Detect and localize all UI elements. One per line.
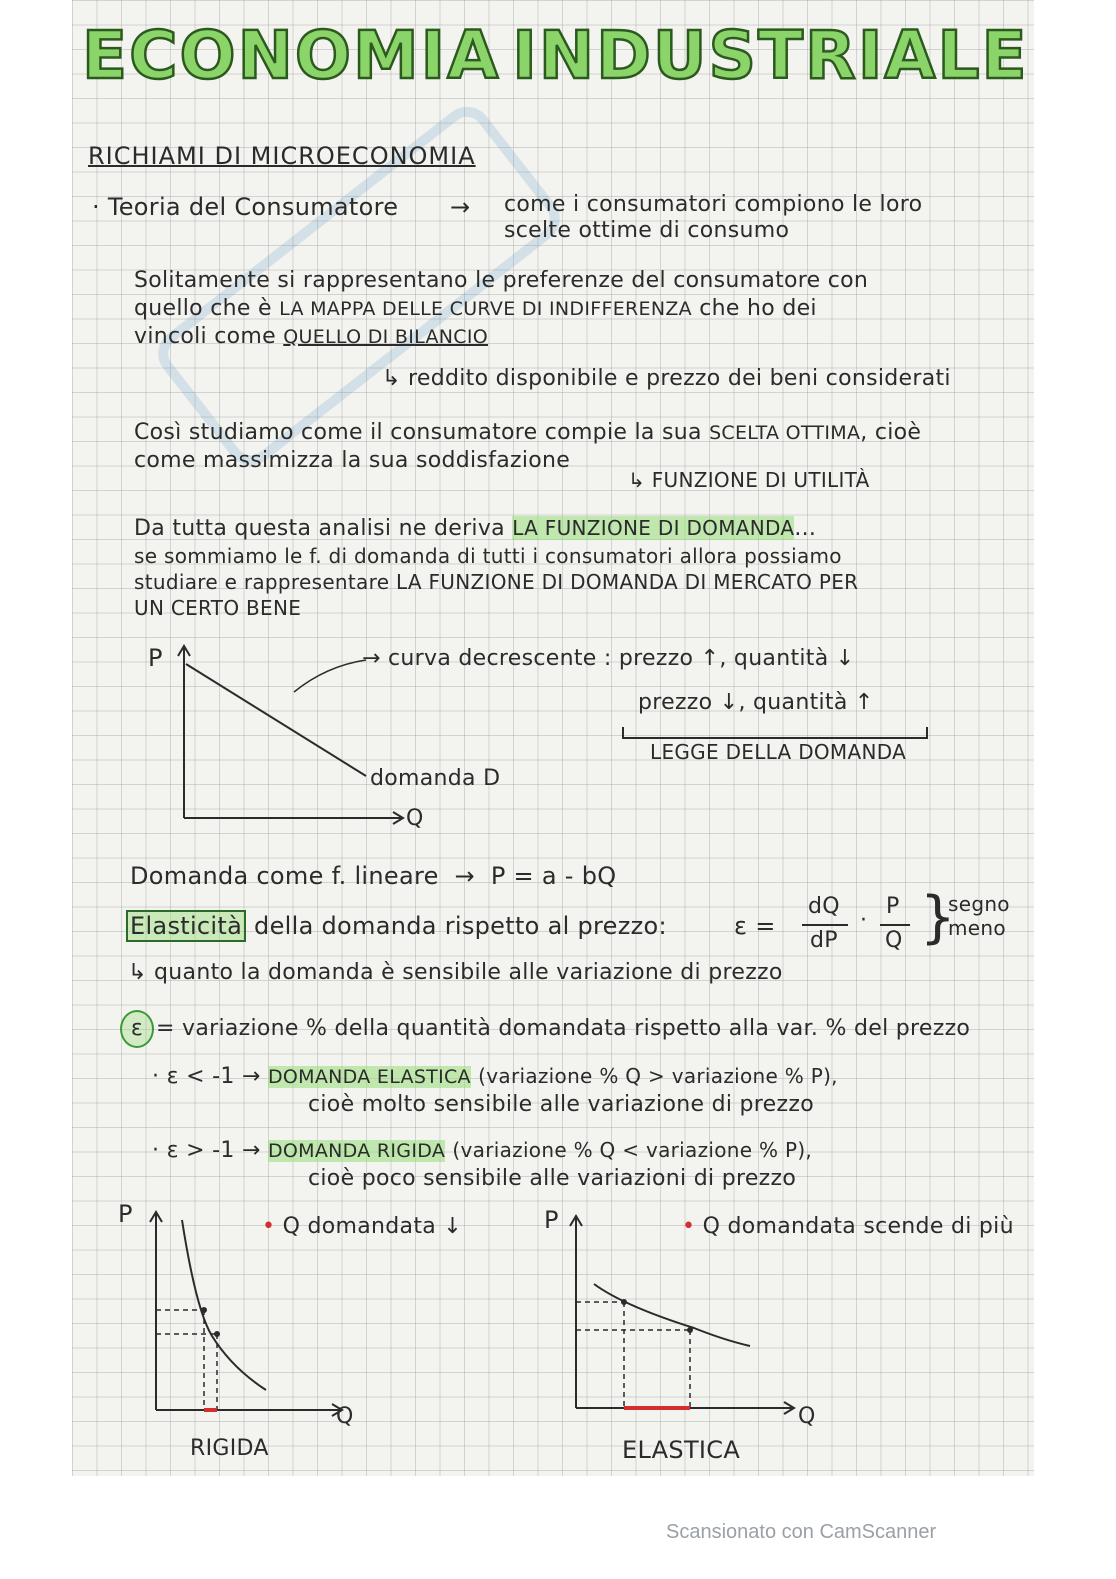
para3-line3: studiare e rappresentare LA FUNZIONE DI DOMANDA DI MERCATO PER	[134, 570, 859, 594]
rigid-label: DOMANDA RIGIDA	[267, 1140, 446, 1162]
para2-line1-a: Così studiamo come il consumatore compie la sua	[134, 420, 702, 445]
para2-line1	[134, 420, 921, 445]
rigid-caption: RIGIDA	[190, 1436, 269, 1461]
para1-line3-a: vincoli come	[134, 324, 276, 349]
demand-axis-y-label: P	[148, 644, 163, 672]
para1-line2-c: che ho dei	[699, 296, 817, 321]
elasticity-den-2: Q	[885, 928, 903, 953]
curve-pointer-arrow	[294, 660, 366, 692]
para1-line3	[134, 324, 488, 349]
para1-line1: Solitamente si rappresentano le preferenze del consumatore con	[134, 268, 869, 293]
elasticity-formula-lhs: ε =	[734, 912, 776, 940]
title-word-1: ECONOMIA	[82, 17, 501, 94]
demand-note-1-text: curva decrescente : prezzo ↑, quantità ↓	[388, 646, 855, 671]
elasticity-dot: ·	[860, 908, 868, 933]
rigid-note	[262, 1214, 462, 1239]
sign-note-2: meno	[948, 916, 1006, 940]
rigid-paren: (variazione % Q < variazione % P),	[452, 1138, 813, 1162]
para1-line2	[134, 296, 817, 321]
linear-formula: P = a - bQ	[490, 862, 617, 890]
elasticity-num-1: dQ	[808, 894, 840, 919]
elasticity-line	[126, 912, 667, 940]
title-word-2: INDUSTRIALE	[512, 17, 1029, 94]
para1-line4-text: reddito disponibile e prezzo dei beni considerati	[408, 366, 951, 391]
notebook-page	[72, 0, 1034, 1476]
rigid-axis-x-label: Q	[336, 1404, 354, 1429]
elasticity-num-2: P	[886, 894, 900, 919]
sign-note-1: segno	[948, 892, 1010, 916]
para1-line3-b: QUELLO DI BILANCIO	[283, 326, 489, 348]
fraction-bar-2	[880, 924, 910, 926]
rigid-demand-curve	[182, 1220, 266, 1390]
demand-note-2: prezzo ↓, quantità ↑	[638, 690, 874, 715]
para3-line1-c: ...	[794, 516, 817, 541]
rigid-line	[152, 1138, 812, 1163]
demand-curve-label: domanda D	[370, 766, 501, 791]
para2-line3-text: FUNZIONE DI UTILITÀ	[651, 468, 870, 492]
para3-line1-a: Da tutta questa analisi ne deriva	[134, 516, 505, 541]
rigid-note-text: Q domandata ↓	[282, 1214, 463, 1239]
para2-line3	[628, 468, 870, 492]
rigid-axis-y-label: P	[118, 1200, 133, 1228]
rigid-sub: cioè poco sensibile alle variazioni di prezzo	[308, 1166, 797, 1191]
elastic-axis-x-label: Q	[798, 1404, 816, 1429]
arrow-icon: →	[446, 862, 483, 890]
fraction-bar-1	[802, 924, 848, 926]
rigid-point-2	[214, 1331, 220, 1337]
para3-line4: UN CERTO BENE	[134, 596, 302, 620]
elastic-condition: · ε < -1 →	[152, 1064, 261, 1089]
para2-line1-c: , cioè	[860, 420, 922, 445]
return-arrow-icon: ↳	[628, 468, 646, 492]
section-heading: RICHIAMI DI MICROECONOMIA	[88, 142, 476, 170]
elastic-label: DOMANDA ELASTICA	[267, 1066, 471, 1088]
para1-line4	[382, 366, 951, 391]
demand-axis-x-label: Q	[406, 806, 424, 831]
elastic-sub: cioè molto sensibile alle variazione di prezzo	[308, 1092, 814, 1117]
demand-curve	[186, 664, 366, 776]
law-label: LEGGE DELLA DOMANDA	[650, 740, 907, 764]
elastic-caption: ELASTICA	[622, 1436, 741, 1464]
law-bracket	[622, 727, 928, 739]
para3-line1	[134, 516, 816, 541]
teoria-desc-2: scelte ottime di consumo	[504, 218, 790, 243]
elastic-axis-y-label: P	[544, 1206, 559, 1234]
rigid-condition: · ε > -1 →	[152, 1138, 261, 1163]
return-arrow-icon: ↳	[382, 366, 401, 391]
elastic-demand-curve	[594, 1284, 750, 1346]
arrow-icon: →	[450, 193, 471, 221]
para3-line2: se sommiamo le f. di domanda di tutti i consumatori allora possiamo	[134, 544, 842, 568]
bullet-icon: •	[682, 1214, 696, 1239]
scanner-footer: Scansionato con CamScanner	[666, 1521, 937, 1543]
elastic-paren: (variazione % Q > variazione % P),	[478, 1064, 838, 1088]
elastic-point-2	[687, 1327, 693, 1333]
return-arrow-icon: ↳	[128, 960, 147, 985]
para1-line2-a: quello che è	[134, 296, 272, 321]
elastic-note-text: Q domandata scende di più	[702, 1214, 1014, 1239]
teoria-desc-1: come i consumatori compiono le loro	[504, 192, 923, 217]
eps-text: = variazione % della quantità domandata rispetto alla var. % del prezzo	[156, 1016, 971, 1041]
demand-note-1	[362, 646, 855, 671]
para1-line2-b: LA MAPPA DELLE CURVE DI INDIFFERENZA	[279, 298, 692, 320]
elastic-note	[682, 1214, 1014, 1239]
para3-line1-b: LA FUNZIONE DI DOMANDA	[512, 516, 795, 540]
eps-circled: ε	[120, 1010, 154, 1048]
bullet-icon: •	[262, 1214, 276, 1239]
linear-line	[130, 862, 616, 890]
para2-line2: come massimizza la sua soddisfazione	[134, 448, 571, 473]
elasticity-sub-text: quanto la domanda è sensibile alle variazione di prezzo	[154, 960, 783, 985]
page-title	[76, 8, 1029, 103]
elasticity-text: della domanda rispetto al prezzo:	[254, 912, 667, 940]
elastic-line	[152, 1064, 838, 1089]
elastic-point-1	[621, 1299, 627, 1305]
eps-definition	[120, 1010, 970, 1048]
elastic-graph	[554, 1206, 824, 1426]
arrow-icon: →	[362, 646, 381, 671]
elasticity-den-1: dP	[810, 928, 838, 953]
rigid-point-1	[201, 1307, 207, 1313]
brace-icon: }	[920, 885, 956, 950]
linear-text: Domanda come f. lineare	[130, 862, 439, 890]
teoria-label: · Teoria del Consumatore	[92, 193, 399, 221]
elasticity-sub	[128, 960, 783, 985]
elasticity-term: Elasticità	[126, 910, 246, 942]
para2-line1-b: SCELTA OTTIMA	[709, 422, 861, 444]
